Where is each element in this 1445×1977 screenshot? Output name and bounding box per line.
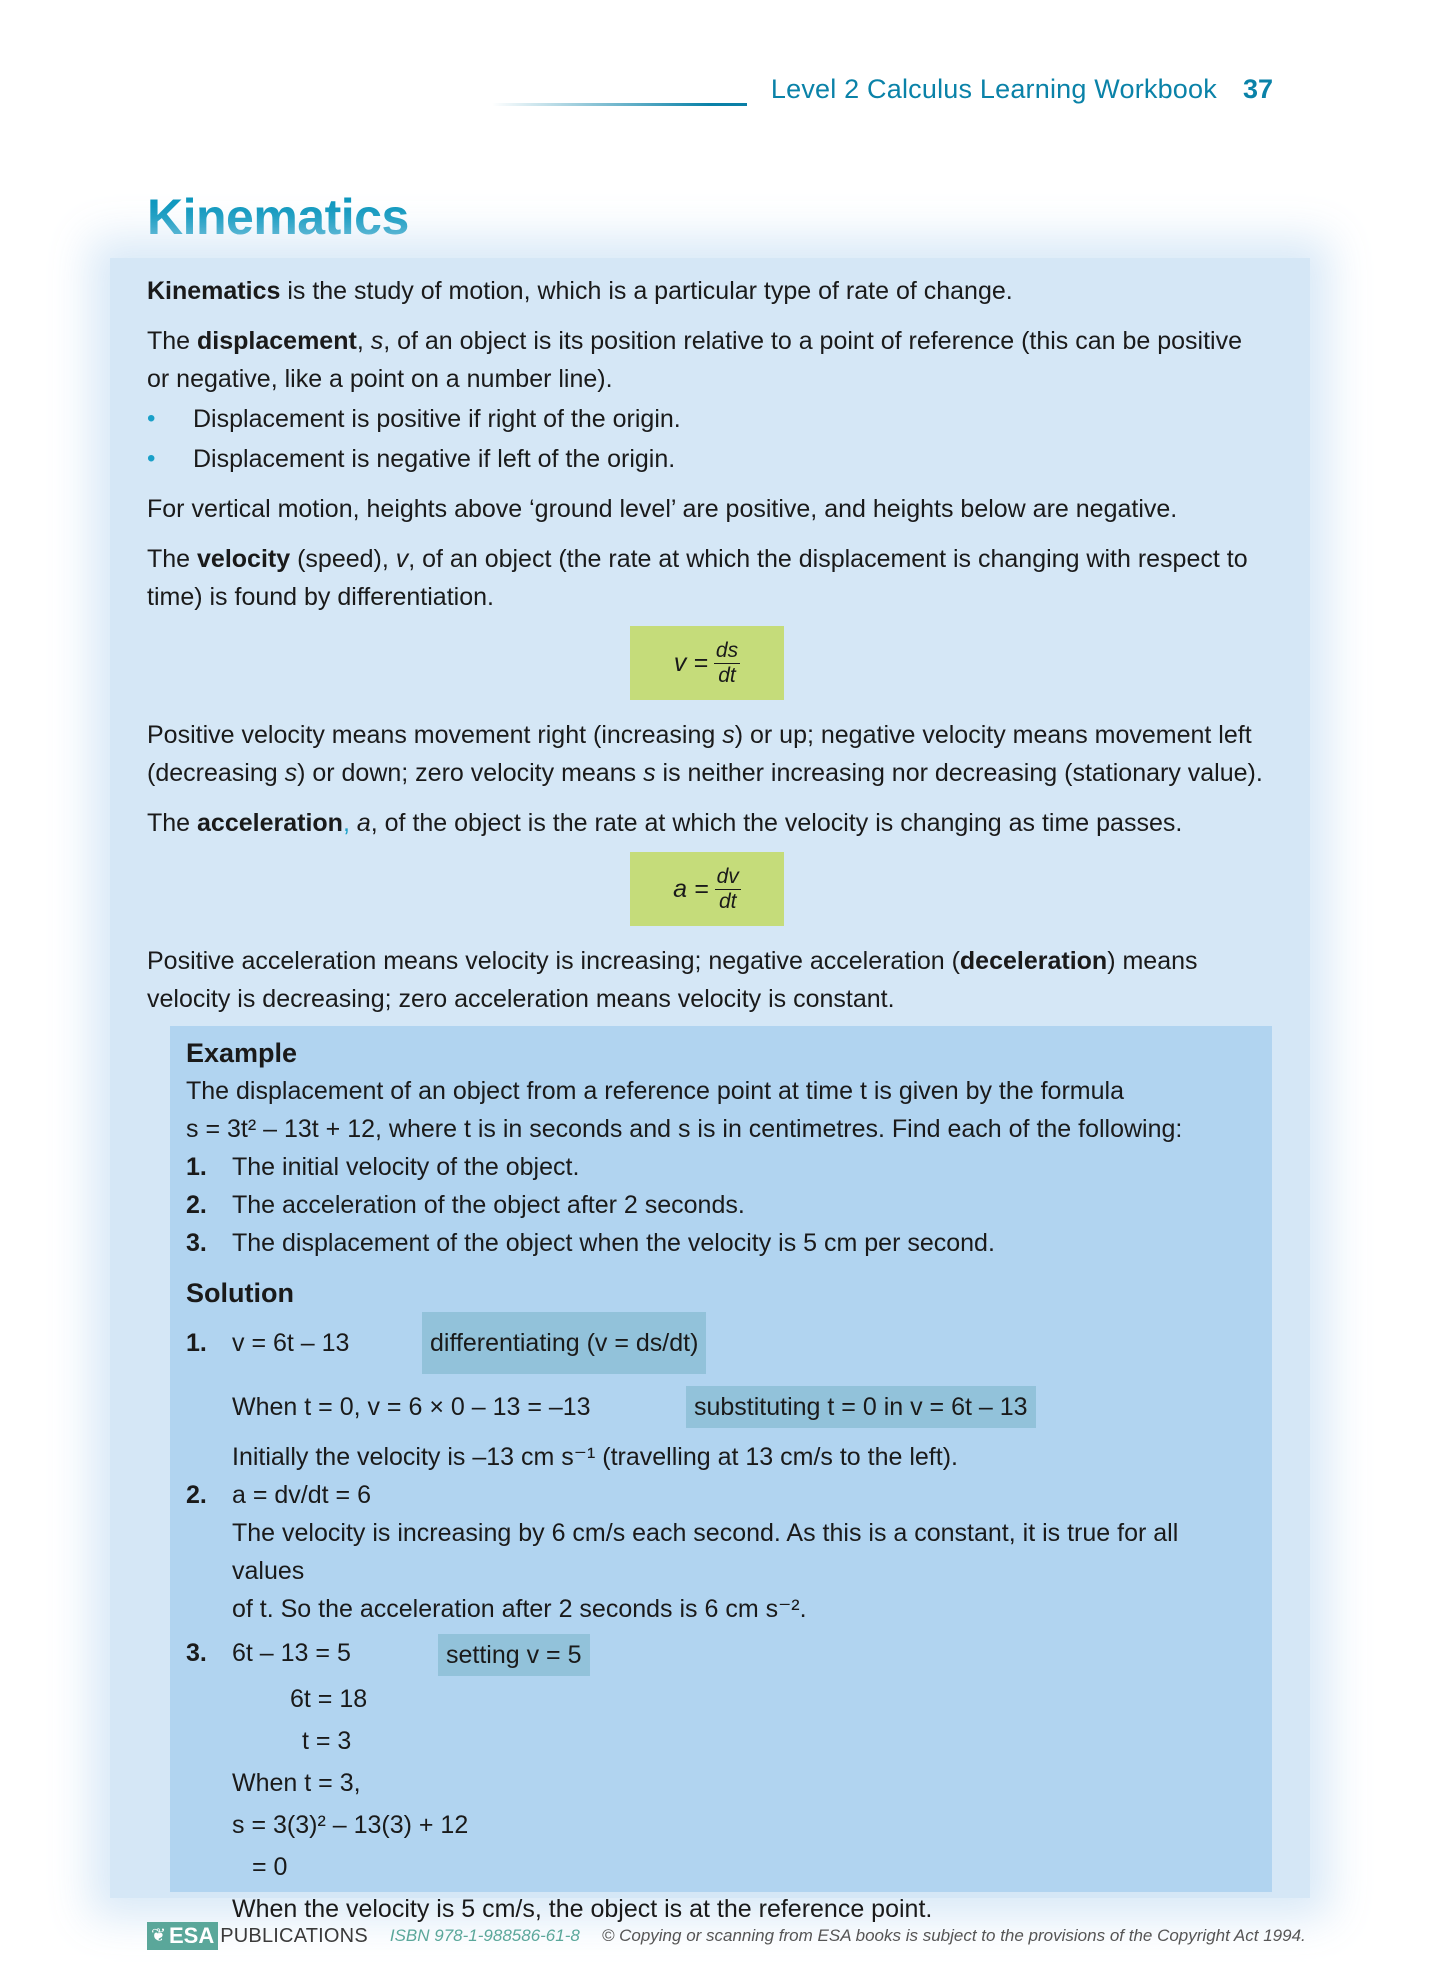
text: Positive acceleration means velocity is increasing; negative acceleration ( — [147, 947, 960, 975]
question-item — [186, 1224, 1256, 1262]
formula-lhs: a = — [673, 875, 709, 903]
annotation-box: setting v = 5 — [438, 1634, 590, 1676]
logo-text: ESA — [169, 1923, 215, 1948]
solution-line: When the velocity is 5 cm/s, the object is at the reference point. — [232, 1895, 933, 1923]
step-equation: 6t – 13 = 5 — [232, 1639, 351, 1667]
bullet-icon: • — [147, 405, 156, 432]
question-number: 1. — [186, 1153, 207, 1181]
example-line: s = 3t² – 13t + 12, where t is in seconds and s is in centimetres. Find each of the following: — [186, 1115, 1183, 1143]
question-number: 2. — [186, 1191, 207, 1219]
text: The — [147, 545, 198, 573]
isbn: ISBN 978-1-988586-61-8 — [389, 1926, 580, 1945]
text: is the study of motion, which is a particular type of rate of change. — [280, 277, 1013, 305]
solution-line: s = 3(3)² – 13(3) + 12 — [232, 1811, 469, 1839]
denominator: dt — [718, 889, 737, 913]
var: s — [284, 759, 298, 787]
bullet-text: Displacement is negative if left of the origin. — [193, 445, 676, 473]
page-footer — [147, 1922, 1306, 1950]
publisher-name: PUBLICATIONS — [220, 1924, 368, 1947]
fraction — [714, 639, 740, 688]
question-text: The acceleration of the object after 2 seconds. — [232, 1191, 745, 1219]
formula-lhs: v = — [673, 649, 708, 677]
question-item — [186, 1148, 1256, 1186]
running-header — [771, 74, 1273, 105]
page-number: 37 — [1242, 74, 1273, 104]
solution-line: Initially the velocity is –13 cm s⁻¹ (travelling at 13 cm/s to the left). — [232, 1443, 958, 1471]
var: s — [643, 759, 656, 787]
velocity-paragraph — [147, 540, 1267, 616]
velocity-meaning-paragraph — [147, 716, 1267, 792]
solution-line — [186, 1386, 1256, 1428]
term-velocity: velocity — [197, 545, 291, 573]
bullet-item — [147, 440, 1267, 478]
text: , of the object is the rate at which the velocity is changing as time passes. — [370, 809, 1183, 837]
velocity-formula-box — [630, 626, 784, 700]
solution-line: = 0 — [252, 1853, 288, 1881]
question-text: The initial velocity of the object. — [232, 1153, 580, 1181]
text: , — [342, 809, 357, 837]
copyright-notice: © Copying or scanning from ESA books is subject to the provisions of the Copyright Act 1994. — [601, 1926, 1306, 1945]
step-text: When t = 0, v = 6 × 0 – 13 = –13 — [232, 1393, 591, 1421]
question-number: 3. — [186, 1229, 207, 1257]
var: a — [356, 809, 371, 837]
acceleration-paragraph — [147, 804, 1267, 842]
step-number: 3. — [186, 1639, 207, 1667]
term-acceleration: acceleration — [197, 809, 343, 837]
step-equation: a = dv/dt = 6 — [232, 1481, 371, 1509]
solution-line: of t. So the acceleration after 2 seconds is 6 cm s⁻². — [232, 1595, 807, 1623]
example-line: The displacement of an object from a reference point at time t is given by the formula — [186, 1077, 1124, 1105]
solution-heading: Solution — [186, 1278, 294, 1308]
numerator: ds — [715, 638, 739, 662]
example-heading: Example — [186, 1038, 298, 1068]
text: The — [147, 327, 198, 355]
text: , of an object (the rate at which the displacement is changing with respect to time) is found by differentiation. — [147, 545, 1248, 611]
text: , of an object is its position relative to a point of reference (this can be positive or negative, like a point on a number line). — [147, 327, 1243, 393]
text: ) or down; zero velocity means — [297, 759, 644, 787]
text: ) or up; negative velocity means movement left (decreasing — [147, 721, 1252, 787]
bullet-text: Displacement is positive if right of the origin. — [193, 405, 681, 433]
annotation-box: substituting t = 0 in v = 6t – 13 — [686, 1386, 1036, 1428]
solution-step — [186, 1634, 1256, 1676]
denominator: dt — [718, 663, 736, 687]
numerator: dv — [716, 864, 739, 888]
solution-step — [186, 1476, 1256, 1514]
solution-line: The velocity is increasing by 6 cm/s each second. As this is a constant, it is true for all values — [232, 1519, 1179, 1585]
step-equation: v = 6t – 13 — [232, 1329, 350, 1357]
question-item — [186, 1186, 1256, 1224]
acceleration-meaning-paragraph — [147, 942, 1267, 1018]
book-title: Level 2 Calculus Learning Workbook — [770, 74, 1217, 104]
step-number: 1. — [186, 1329, 207, 1357]
term-deceleration: deceleration — [959, 947, 1108, 975]
var: s — [722, 721, 735, 749]
fraction — [715, 865, 741, 914]
solution-step — [186, 1312, 1256, 1374]
intro-paragraph — [147, 272, 1267, 310]
var: v — [395, 545, 409, 573]
text: The — [147, 809, 198, 837]
annotation-box: differentiating (v = ds/dt) — [422, 1312, 706, 1374]
vertical-motion-paragraph: For vertical motion, heights above ‘ground level’ are positive, and heights below are negative. — [147, 495, 1178, 523]
term-kinematics: Kinematics — [147, 277, 281, 305]
text: , — [356, 327, 371, 355]
page-title: Kinematics — [147, 189, 409, 245]
intro-text — [147, 272, 1267, 1030]
example-box — [170, 1026, 1272, 1923]
text: Positive velocity means movement right (increasing — [147, 721, 723, 749]
header-rule — [492, 103, 747, 106]
text: is neither increasing nor decreasing (stationary value). — [655, 759, 1263, 787]
solution-line: When t = 3, — [232, 1769, 361, 1797]
displacement-paragraph — [147, 322, 1267, 398]
solution-line: 6t = 18 — [290, 1685, 368, 1713]
solution-line: t = 3 — [302, 1727, 352, 1755]
var: s — [370, 327, 384, 355]
text: ) means velocity is decreasing; zero acceleration means velocity is constant. — [147, 947, 1198, 1013]
bullet-icon: • — [147, 445, 156, 472]
text: (speed), — [290, 545, 396, 573]
esa-logo — [147, 1922, 218, 1950]
leaf-icon: ❦ — [151, 1925, 167, 1945]
bullet-item — [147, 400, 1267, 438]
question-text: The displacement of the object when the velocity is 5 cm per second. — [232, 1229, 995, 1257]
acceleration-formula-box — [630, 852, 784, 926]
term-displacement: displacement — [197, 327, 357, 355]
step-number: 2. — [186, 1481, 207, 1509]
